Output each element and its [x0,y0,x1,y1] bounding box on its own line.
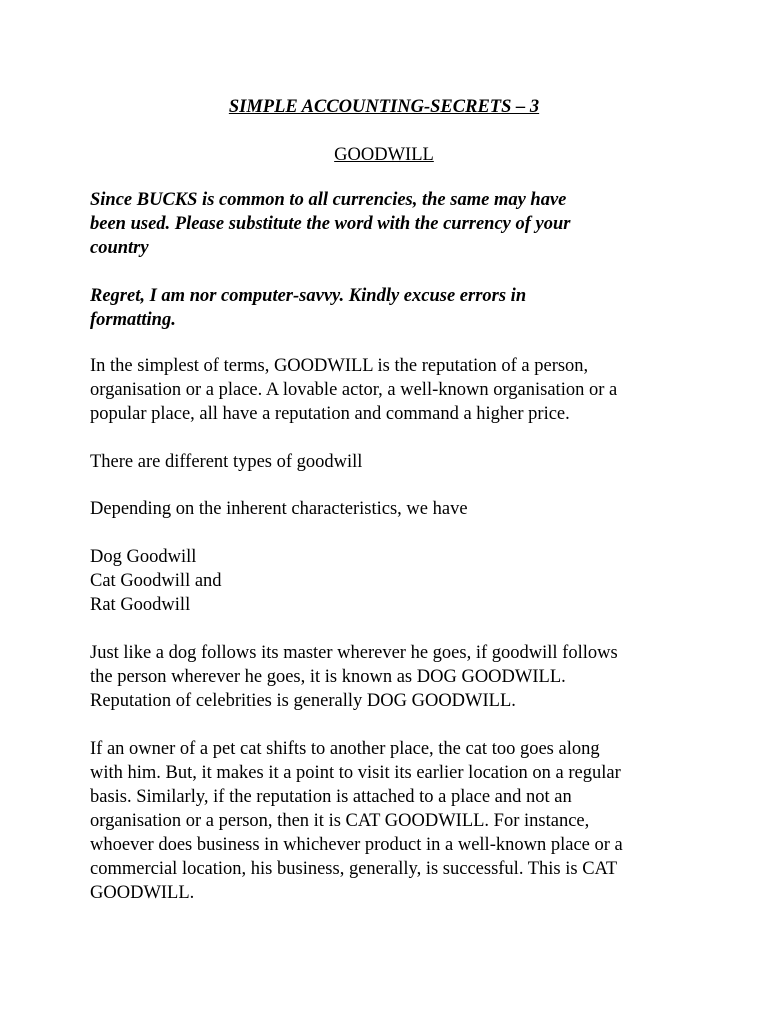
document-subtitle: GOODWILL [334,145,434,165]
types-list-item: Cat Goodwill and [90,571,222,591]
note-regret-line: Regret, I am nor computer-savvy. Kindly excuse errors in [90,286,527,306]
cat-goodwill-line: organisation or a person, then it is CAT GOODWILL. For instance, [90,811,590,831]
types-list-item: Rat Goodwill [90,595,191,615]
types-paragraph: There are different types of goodwill [90,452,363,472]
definition-line: In the simplest of terms, GOODWILL is the reputation of a person, [90,356,589,376]
note-regret-line: formatting. [90,310,176,330]
cat-goodwill-line: basis. Similarly, if the reputation is attached to a place and not an [90,787,572,807]
cat-goodwill-line: If an owner of a pet cat shifts to another place, the cat too goes along [90,739,600,759]
dog-goodwill-line: the person wherever he goes, it is known as DOG GOODWILL. [90,667,566,687]
note-bucks-line: country [90,238,149,258]
dog-goodwill-line: Just like a dog follows its master wherever he goes, if goodwill follows [90,643,618,663]
dog-goodwill-line: Reputation of celebrities is generally DOG GOODWILL. [90,691,516,711]
cat-goodwill-line: commercial location, his business, generally, is successful. This is CAT [90,859,618,879]
cat-goodwill-line: GOODWILL. [90,883,195,903]
definition-line: organisation or a place. A lovable actor, a well-known organisation or a [90,380,618,400]
note-bucks-line: been used. Please substitute the word with the currency of your [90,214,571,234]
document-title: SIMPLE ACCOUNTING-SECRETS – 3 [228,97,540,117]
cat-goodwill-line: whoever does business in whichever product in a well-known place or a [90,835,623,855]
note-bucks-line: Since BUCKS is common to all currencies, the same may have [90,190,567,210]
types-list-item: Dog Goodwill [90,547,197,567]
depending-paragraph: Depending on the inherent characteristics, we have [90,499,468,519]
definition-line: popular place, all have a reputation and command a higher price. [90,404,570,424]
cat-goodwill-line: with him. But, it makes it a point to visit its earlier location on a regular [90,763,621,783]
